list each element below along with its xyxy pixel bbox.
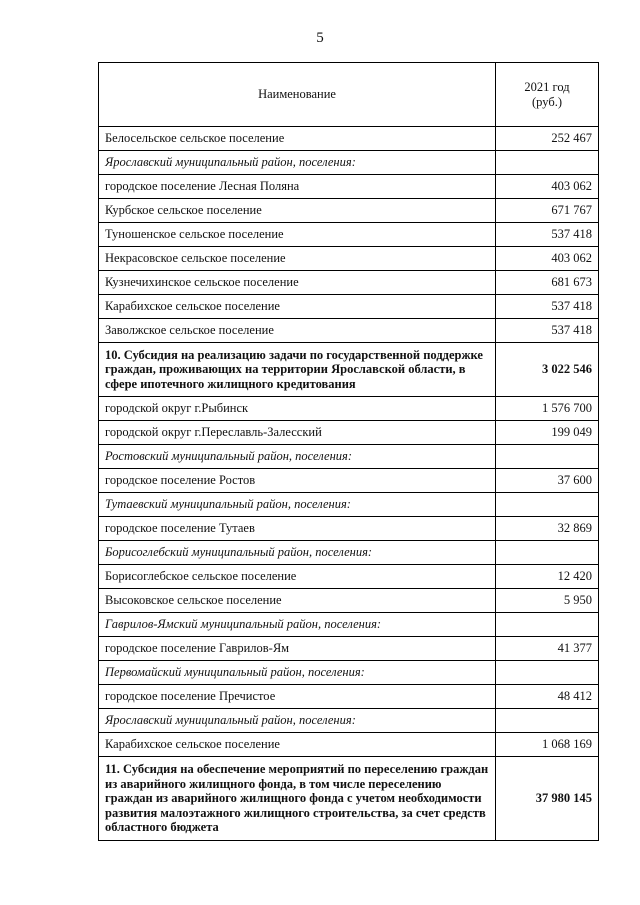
name-cell: Высоковское сельское поселение [99,589,496,613]
group-name-cell: Первомайский муниципальный район, поселения: [99,661,496,685]
table-row [99,589,599,613]
group-row [99,493,599,517]
section-title-cell: 11. Субсидия на обеспечение мероприятий по переселению граждан из аварийного жилищного фонда, в том числе переселению граждан из аварийного жилищного фонда с учетом необходимости развития малоэтажного жилищного строительства, за счет средств областного бюджета [99,757,496,841]
name-cell: Карабихское сельское поселение [99,733,496,757]
name-cell: Борисоглебское сельское поселение [99,565,496,589]
table-header-row [99,63,599,127]
group-name-cell: Тутаевский муниципальный район, поселения: [99,493,496,517]
group-name-cell: Ростовский муниципальный район, поселения: [99,445,496,469]
table-row [99,421,599,445]
table-row [99,637,599,661]
table-row [99,247,599,271]
value-cell: 403 062 [496,247,599,271]
name-cell: Туношенское сельское поселение [99,223,496,247]
group-row [99,661,599,685]
table-row [99,223,599,247]
group-name-cell: Ярославский муниципальный район, поселения: [99,151,496,175]
table-row [99,685,599,709]
value-cell [496,709,599,733]
group-row [99,613,599,637]
value-cell: 1 576 700 [496,397,599,421]
name-cell: городское поселение Пречистое [99,685,496,709]
page-number: 5 [316,30,324,46]
value-cell: 252 467 [496,127,599,151]
value-cell [496,493,599,517]
value-cell: 1 068 169 [496,733,599,757]
name-cell: Карабихское сельское поселение [99,295,496,319]
section-total-cell: 3 022 546 [496,343,599,397]
table-row [99,565,599,589]
value-cell: 537 418 [496,295,599,319]
value-cell: 199 049 [496,421,599,445]
name-cell: Курбское сельское поселение [99,199,496,223]
value-cell: 537 418 [496,319,599,343]
table-row [99,175,599,199]
value-cell [496,613,599,637]
group-row [99,709,599,733]
group-name-cell: Гаврилов-Ямский муниципальный район, поселения: [99,613,496,637]
table-row [99,199,599,223]
group-row [99,541,599,565]
table-row [99,127,599,151]
value-cell [496,151,599,175]
table-row [99,271,599,295]
value-cell: 681 673 [496,271,599,295]
column-header-year-label: 2021 год [524,79,570,94]
name-cell: городское поселение Ростов [99,469,496,493]
column-header-year [496,63,599,127]
value-cell [496,541,599,565]
name-cell: городской округ г.Рыбинск [99,397,496,421]
table-row [99,295,599,319]
group-name-cell: Борисоглебский муниципальный район, поселения: [99,541,496,565]
section-row [99,343,599,397]
value-cell: 5 950 [496,589,599,613]
section-total-cell: 37 980 145 [496,757,599,841]
name-cell: Кузнечихинское сельское поселение [99,271,496,295]
name-cell: Заволжское сельское поселение [99,319,496,343]
name-cell: городской округ г.Переславль-Залесский [99,421,496,445]
section-row [99,757,599,841]
table-row [99,517,599,541]
column-header-unit: (руб.) [532,94,562,109]
value-cell: 37 600 [496,469,599,493]
value-cell: 12 420 [496,565,599,589]
value-cell: 537 418 [496,223,599,247]
value-cell: 403 062 [496,175,599,199]
group-row [99,445,599,469]
table-row [99,319,599,343]
section-title-cell: 10. Субсидия на реализацию задачи по государственной поддержке граждан, проживающих на территории Ярославской области, в сфере ипотечного жилищного кредитования [99,343,496,397]
table-row [99,397,599,421]
table-row [99,733,599,757]
name-cell: городское поселение Гаврилов-Ям [99,637,496,661]
name-cell: городское поселение Тутаев [99,517,496,541]
value-cell [496,661,599,685]
table-row [99,469,599,493]
value-cell: 671 767 [496,199,599,223]
value-cell: 41 377 [496,637,599,661]
value-cell [496,445,599,469]
table-body [99,127,599,841]
group-row [99,151,599,175]
group-name-cell: Ярославский муниципальный район, поселения: [99,709,496,733]
name-cell: городское поселение Лесная Поляна [99,175,496,199]
name-cell: Белосельское сельское поселение [99,127,496,151]
column-header-name: Наименование [99,63,496,127]
value-cell: 48 412 [496,685,599,709]
value-cell: 32 869 [496,517,599,541]
budget-table [98,62,599,841]
name-cell: Некрасовское сельское поселение [99,247,496,271]
